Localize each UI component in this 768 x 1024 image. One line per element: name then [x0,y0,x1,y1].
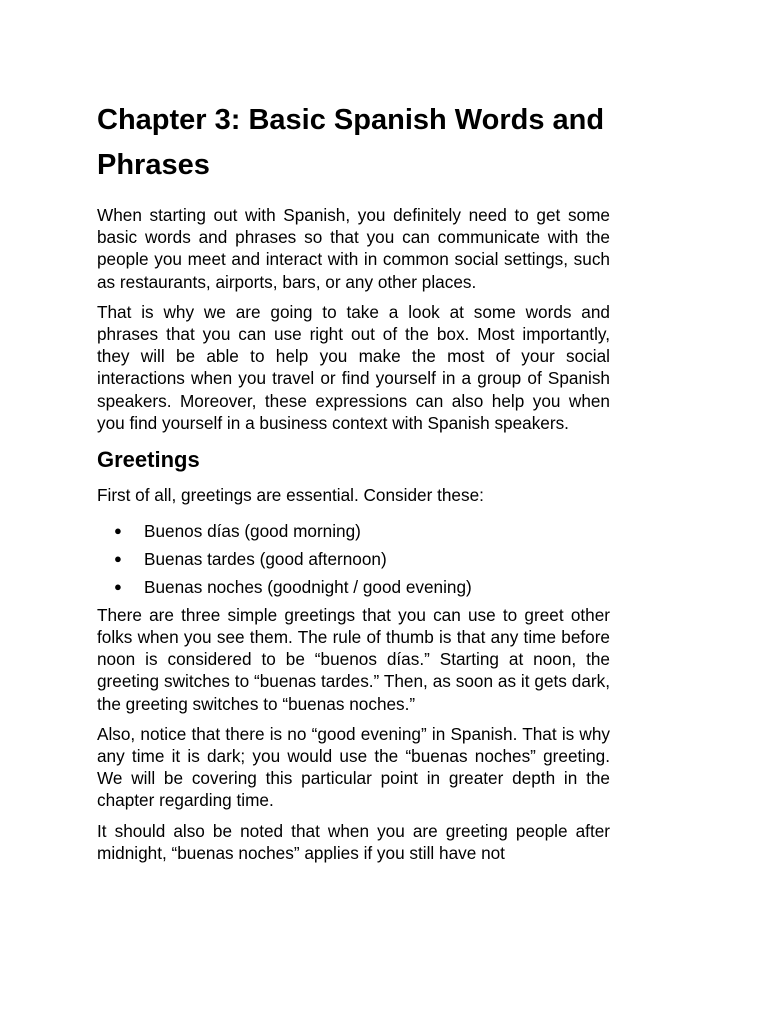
body-paragraph: It should also be noted that when you are greeting people after midnight, “buenas noches” applies if you still have not [97,820,610,863]
list-item-text: Buenas noches (goodnight / good evening) [144,576,472,597]
body-paragraph: Also, notice that there is no “good evening” in Spanish. That is why any time it is dark; you would use the “buenas noches” greeting. We will be covering this particular point in greater depth in the chapter regarding time. [97,723,610,811]
chapter-title: Chapter 3: Basic Spanish Words and Phrases [97,104,605,181]
section-heading-greetings: Greetings [97,447,200,473]
bullet-icon: ● [114,523,122,539]
list-item [97,548,610,570]
greetings-lead: First of all, greetings are essential. Consider these: [97,485,484,506]
list-item-text: Buenos días (good morning) [144,521,361,542]
list-item-text: Buenas tardes (good afternoon) [144,548,387,569]
intro-paragraph: That is why we are going to take a look at some words and phrases that you can use right out of the box. Most importantly, they will be able to help you make the most of your social interactions when you travel or find yourself in a group of Spanish speakers. Moreover, these expressions can also help you when you find yourself in a business context with Spanish speakers. [97,301,610,433]
list-item [97,520,610,542]
bullet-icon: ● [114,578,122,594]
body-paragraph: There are three simple greetings that you can use to greet other folks when you see them. The rule of thumb is that any time before noon is considered to be “buenos días.” Starting at noon, the greeting switches to “buenas tardes.” Then, as soon as it gets dark, the greeting switches to “buenas noches.” [97,604,610,714]
bullet-icon: ● [114,550,122,566]
intro-paragraph: When starting out with Spanish, you definitely need to get some basic words and phrases so that you can communicate with the people you meet and interact with in common social settings, such as restaurants, airports, bars, or any other places. [97,205,610,292]
list-item [97,576,610,598]
greetings-list [97,520,610,598]
document-page [97,98,610,872]
